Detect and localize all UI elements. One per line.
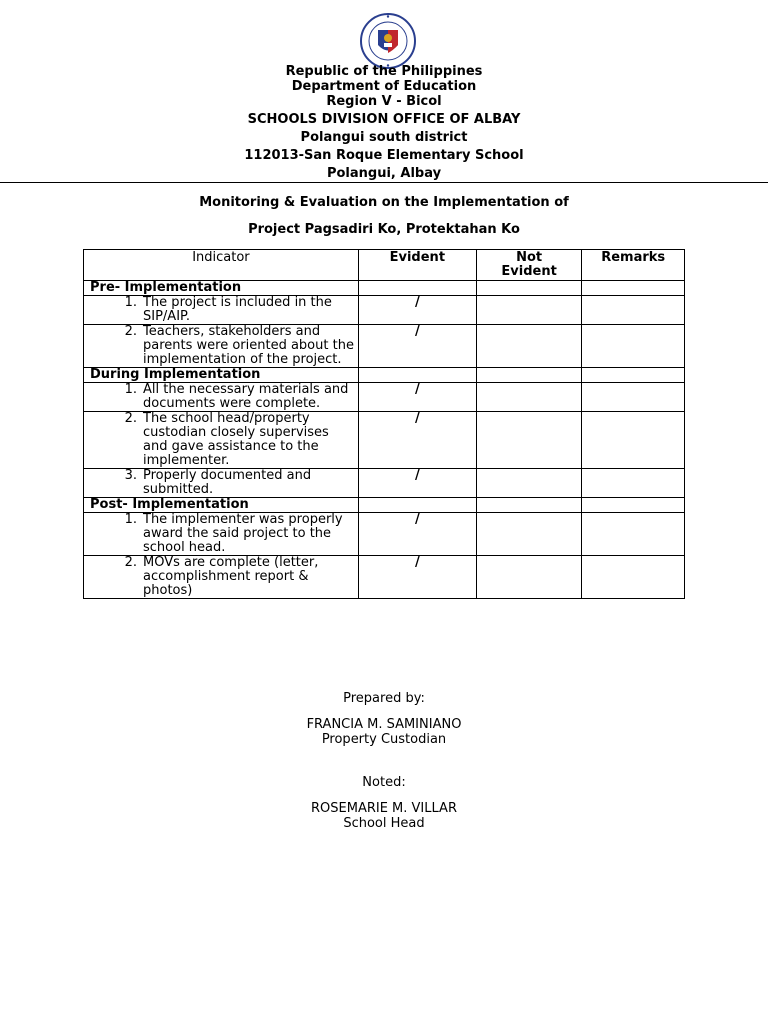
project-title: Project Pagsadiri Ko, Protektahan Ko (248, 222, 520, 237)
indicator-text: The school head/property custodian closely supervises and gave assistance to the implementer. (143, 411, 329, 468)
region-name: Region V - Bicol (326, 94, 442, 109)
item-number: 2. (124, 411, 137, 426)
evaluation-table (83, 249, 685, 599)
preparer-name: FRANCIA M. SAMINIANO (306, 717, 462, 732)
indicator-text: All the necessary materials and documents were complete. (143, 382, 349, 411)
table-row (84, 325, 685, 368)
evident-mark: / (358, 469, 476, 498)
table-row (84, 383, 685, 412)
indicator-text: The project is included in the SIP/AIP. (143, 295, 332, 324)
section-row (84, 368, 685, 383)
not-evident-header: Not Evident (476, 250, 582, 281)
school-name: 112013-San Roque Elementary School (244, 148, 524, 163)
remarks-cell (582, 325, 685, 368)
section-title: Pre- Implementation (84, 281, 359, 296)
school-location: Polangui, Albay (326, 166, 442, 181)
evident-mark: / (358, 556, 476, 599)
prepared-by-label: Prepared by: (343, 691, 425, 706)
header-divider (0, 182, 768, 183)
not-evident-cell (476, 513, 582, 556)
not-evident-cell (476, 325, 582, 368)
document-title: Monitoring & Evaluation on the Implementation of (199, 195, 569, 210)
not-evident-cell (476, 383, 582, 412)
section-row (84, 498, 685, 513)
indicator-header: Indicator (84, 250, 359, 281)
table-row (84, 412, 685, 469)
division-name: SCHOOLS DIVISION OFFICE OF ALBAY (247, 112, 521, 127)
item-number: 1. (124, 382, 137, 397)
noted-label: Noted: (362, 775, 406, 790)
table-row (84, 556, 685, 599)
table-row (84, 513, 685, 556)
item-number: 2. (124, 555, 137, 570)
department-name: Department of Education (291, 79, 477, 94)
section-title: Post- Implementation (84, 498, 359, 513)
evident-mark: / (358, 513, 476, 556)
not-evident-cell (476, 296, 582, 325)
remarks-cell (582, 383, 685, 412)
preparer-role: Property Custodian (321, 732, 447, 747)
district-name: Polangui south district (300, 130, 468, 145)
letterhead (0, 64, 768, 181)
remarks-header: Remarks (582, 250, 685, 281)
evident-mark: / (358, 296, 476, 325)
evident-mark: / (358, 412, 476, 469)
not-evident-cell (476, 469, 582, 498)
remarks-cell (582, 469, 685, 498)
indicator-text: MOVs are complete (letter, accomplishment report & photos) (143, 555, 319, 598)
item-number: 3. (124, 468, 137, 483)
item-number: 1. (124, 295, 137, 310)
deped-seal-icon (351, 12, 425, 70)
remarks-cell (582, 412, 685, 469)
evident-mark: / (358, 325, 476, 368)
country-name: Republic of the Philippines (285, 64, 483, 79)
table-header-row (84, 250, 685, 281)
indicator-text: Teachers, stakeholders and parents were oriented about the implementation of the project. (143, 324, 354, 367)
indicator-text: Properly documented and submitted. (143, 468, 312, 497)
evident-mark: / (358, 383, 476, 412)
indicator-text: The implementer was properly award the said project to the school head. (143, 512, 343, 555)
noter-name: ROSEMARIE M. VILLAR (311, 801, 457, 816)
section-row (84, 281, 685, 296)
section-title: During Implementation (84, 368, 359, 383)
item-number: 1. (124, 512, 137, 527)
not-evident-cell (476, 412, 582, 469)
noter-role: School Head (343, 816, 425, 831)
remarks-cell (582, 556, 685, 599)
table-row (84, 296, 685, 325)
table-row (84, 469, 685, 498)
remarks-cell (582, 513, 685, 556)
evident-header: Evident (358, 250, 476, 281)
item-number: 2. (124, 324, 137, 339)
not-evident-cell (476, 556, 582, 599)
remarks-cell (582, 296, 685, 325)
